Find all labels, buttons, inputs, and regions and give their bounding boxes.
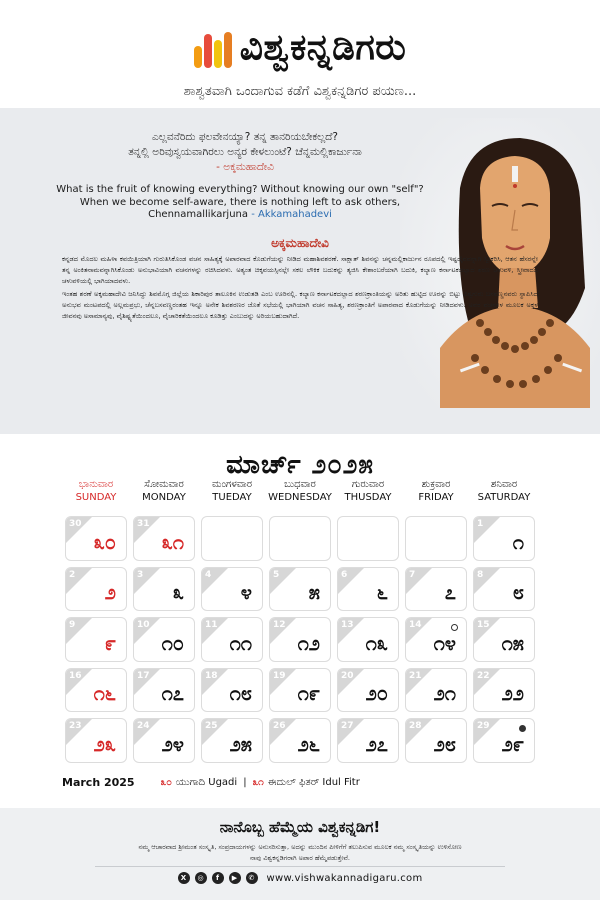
weekday-tuesday (198, 478, 266, 504)
calendar-day-cell[interactable] (337, 567, 399, 612)
english-date: 19 (273, 670, 286, 681)
calendar-day-cell[interactable] (473, 617, 535, 662)
kannada-date: ೨೬ (297, 731, 320, 756)
kannada-date: ೧೩ (365, 630, 388, 655)
calendar-day-cell[interactable] (473, 567, 535, 612)
english-date: 4 (205, 569, 212, 580)
english-date: 3 (137, 569, 144, 580)
calendar-empty-cell (269, 516, 331, 561)
tagline: ಶಾಶ್ವತವಾಗಿ ಒಂದಾಗುವ ಕಡೆಗೆ ವಿಶ್ವಕನ್ನಡಿಗರ ಪಯಣ... (183, 84, 417, 99)
weekday-label-kannada: ಗುರುವಾರ (351, 479, 385, 490)
full-moon-icon (451, 624, 458, 631)
calendar-empty-cell (201, 516, 263, 561)
weekday-wednesday (266, 478, 334, 504)
quote-kannada-line2: ತನ್ನಲ್ಲಿ ಅರಿವುಸ್ವಯವಾಗಿರಲು ಅನ್ಯರ ಕೇಳಲುಂಟೆ? ಚೆನ್ನಮಲ್ಲಿಕಾರ್ಜುನಾ (128, 146, 362, 158)
calendar-empty-cell (337, 516, 399, 561)
whatsapp-icon[interactable]: ✆ (246, 872, 258, 884)
english-date: 11 (205, 620, 218, 630)
weekday-label-english: THUSDAY (344, 492, 392, 503)
calendar-day-cell[interactable] (201, 567, 263, 612)
english-date: 20 (341, 670, 354, 681)
legend-holiday-date: ೩೧ (252, 777, 264, 788)
english-date: 7 (409, 569, 416, 580)
quote-english-line2: When we become self-aware, there is nothing left to ask others, (79, 196, 401, 208)
quote-section (0, 108, 600, 434)
weekday-label-english: MONDAY (142, 492, 186, 503)
kannada-date: ೯ (104, 630, 116, 655)
calendar-day-cell[interactable] (133, 668, 195, 713)
legend-holiday-label: ಯುಗಾದಿ Ugadi (175, 777, 238, 788)
kannada-date: ೧೫ (501, 630, 524, 655)
calendar-day-cell[interactable] (65, 668, 127, 713)
calendar-day-cell[interactable] (133, 718, 195, 763)
kannada-date: ೨೫ (229, 731, 252, 756)
kannada-date: ೧೯ (297, 681, 320, 705)
english-date: 2 (69, 569, 76, 580)
kannada-date: ೧೧ (229, 630, 252, 655)
kannada-date: ೩೦ (93, 529, 116, 554)
english-date: 8 (477, 569, 484, 580)
logo-mark-icon (194, 26, 234, 70)
english-date: 21 (409, 670, 422, 681)
kannada-date: ೧೪ (433, 630, 456, 655)
weekday-label-english: WEDNESDAY (268, 492, 332, 503)
english-date: 10 (137, 620, 150, 630)
kannada-date: ೨೧ (433, 681, 456, 705)
calendar-day-cell[interactable] (473, 516, 535, 561)
calendar-day-cell[interactable] (269, 668, 331, 713)
calendar-day-cell[interactable] (405, 718, 467, 763)
weekday-header (62, 478, 538, 504)
bio-paragraph-1: ಕನ್ನಡದ ಮೊದಲ ಮಹಿಳಾ ಕವಯಿತ್ರಿಯಾಗಿ ಗುರುತಿಸಿಕೊಂಡ ವಚನ ಸಾಹಿತ್ಯಕ್ಕೆ ಅಪಾರವಾದ ಕೊಡುಗೆಯನ್ನು ನೀಡಿದ ಮಹಾಶಿವಶರಣೆ. ಸಾಕ್ಷಾತ್ ಶಿವನನ್ನು ಚನ್ನಮಲ್ಲಿಕಾರ್ಜುನ ರೂಪದಲ್ಲಿ ಇಷ್ಟದೈವವನ್ನಾಗಿ ಸ್ವೀಕರಿಸಿ, ಆತನ ಹೆಸರನ್ನೇ ತನ್ನ ಅಂಕಿತನಾಮವನ್ನಾಗಿಸಿಕೊಂಡು ಅನುಭಾವಿಯಾಗಿ ವಚನಗಳನ್ನು ರಚಿಸಿದವಳು. ಅತ್ಯಂತ ಚಿಕ್ಕವಯಸ್ಸಿನಲ್ಲೇ ಸಕಲ ಲೌಕಿಕ ಬದುಕನ್ನು ತ್ಯಜಿಸಿ ಕೇಶಾಂಬರೆಯಾಗಿ ಬದುಕಿ, ಕಲ್ಯಾಣ ಕರ್ನಾಟಕದಲ್ಲಾದ ಶರಣ ಚಳುವಳಿ, ಸ್ತ್ರೀವಾದದ ಚಳುವಳಿಯಲ್ಲಿ ಭಾಗಿಯಾದವಳು. (62, 255, 538, 285)
calendar-day-cell[interactable] (405, 617, 467, 662)
kannada-date: ೧ (512, 529, 524, 554)
kannada-date: ೮ (512, 580, 524, 604)
english-date: 24 (137, 721, 150, 731)
weekday-label-kannada: ಬುಧವಾರ (284, 479, 316, 490)
calendar-day-cell[interactable] (65, 567, 127, 612)
english-date: 28 (409, 721, 422, 731)
calendar-day-cell[interactable] (65, 516, 127, 561)
kannada-date: ೨೦ (365, 681, 388, 705)
weekday-monday (130, 478, 198, 504)
instagram-icon[interactable]: ◎ (195, 872, 207, 884)
english-date: 13 (341, 620, 354, 630)
weekday-saturday (470, 478, 538, 504)
kannada-date: ೧೦ (161, 630, 184, 655)
logo (0, 26, 600, 70)
english-date: 15 (477, 620, 490, 630)
weekday-sunday (62, 478, 130, 504)
calendar-day-cell[interactable] (269, 617, 331, 662)
weekday-thursday (334, 478, 402, 504)
quote-english (50, 184, 430, 222)
footer-text (90, 842, 510, 864)
calendar-day-cell[interactable] (201, 668, 263, 713)
calendar-day-cell[interactable] (65, 617, 127, 662)
quote-kannada-author: - ಅಕ್ಕಮಹಾದೇವಿ (216, 161, 274, 173)
english-date: 23 (69, 721, 82, 731)
english-date: 26 (273, 721, 286, 731)
weekday-label-english: SUNDAY (75, 492, 117, 503)
header (0, 0, 600, 108)
social-links (0, 872, 600, 884)
legend-separator: | (243, 777, 247, 788)
calendar-day-cell[interactable] (201, 718, 263, 763)
english-date: 25 (205, 721, 218, 731)
english-date: 29 (477, 721, 490, 731)
english-date: 6 (341, 569, 348, 580)
english-date: 9 (69, 620, 76, 630)
calendar-day-cell[interactable] (133, 567, 195, 612)
x-icon[interactable]: X (178, 872, 190, 884)
english-date: 22 (477, 670, 490, 681)
kannada-date: ೪ (240, 580, 252, 604)
english-date: 30 (69, 519, 82, 529)
weekday-friday (402, 478, 470, 504)
kannada-date: ೧೬ (93, 681, 116, 705)
calendar-day-cell[interactable] (337, 718, 399, 763)
english-date: 1 (477, 519, 484, 529)
legend-month: March 2025 (62, 776, 135, 789)
weekday-label-kannada: ಶುಕ್ರವಾರ (421, 479, 451, 490)
english-date: 5 (273, 569, 280, 580)
facebook-icon[interactable]: f (212, 872, 224, 884)
calendar-day-cell[interactable] (201, 617, 263, 662)
kannada-date: ೧೭ (161, 681, 184, 705)
kannada-date: ೧೮ (229, 681, 252, 705)
weekday-label-english: TUEDAY (212, 492, 252, 503)
weekday-label-kannada: ಭಾನುವಾರ (78, 479, 114, 490)
english-date: 18 (205, 670, 218, 681)
calendar-day-cell[interactable] (405, 567, 467, 612)
english-date: 31 (137, 519, 150, 529)
quote-english-author: - Akkamahadevi (251, 209, 332, 220)
weekday-label-kannada: ಶನಿವಾರ (490, 479, 518, 490)
new-moon-icon (519, 725, 526, 732)
calendar-day-cell[interactable] (269, 567, 331, 612)
bio-title: ಅಕ್ಕಮಹಾದೇವಿ (271, 236, 329, 250)
footer-divider (95, 866, 505, 867)
bio-text (62, 254, 538, 324)
english-date: 16 (69, 670, 82, 681)
english-date: 27 (341, 721, 354, 731)
calendar-day-cell[interactable] (337, 668, 399, 713)
calendar-day-cell[interactable] (269, 718, 331, 763)
calendar-day-cell[interactable] (473, 668, 535, 713)
english-date: 17 (137, 670, 150, 681)
weekday-label-english: FRIDAY (418, 492, 454, 503)
footer-title: ನಾನೊಬ್ಬ ಹೆಮ್ಮೆಯ ವಿಶ್ವಕನ್ನಡಿಗ! (219, 818, 381, 836)
kannada-date: ೧೨ (297, 630, 320, 655)
calendar-day-cell[interactable] (133, 516, 195, 561)
kannada-date: ೬ (376, 580, 388, 604)
kannada-date: ೨೩ (93, 731, 116, 756)
quote-kannada (60, 130, 430, 175)
weekday-label-kannada: ಮಂಗಳವಾರ (211, 479, 253, 490)
calendar-day-cell[interactable] (473, 718, 535, 763)
weekday-label-english: SATURDAY (477, 492, 531, 503)
calendar-day-cell[interactable] (337, 617, 399, 662)
quote-kannada-line1: ಎಲ್ಲವನೆರಿದು ಫಲವೇನಯ್ಯಾ? ತನ್ನ ತಾನರಿಯಬೇಕಲ್ಲದೆ? (152, 131, 338, 143)
calendar-grid (62, 513, 538, 766)
bio-paragraph-2: ಇಂತಹ ಶರಣೆ ಅಕ್ಕಮಹಾದೇವಿ ಜನಿಸಿದ್ದು ಶಿವಮೊಗ್ಗ ಜಿಲ್ಲೆಯ ಶಿಕಾರಿಪುರ ತಾಲೂಕಿನ ಉಡುತಡಿ ಎಂಬ ಊರಿನಲ್ಲಿ. ಕಲ್ಯಾಣ ಕರ್ನಾಟಕದಲ್ಲಾದ ಶರಣಕ್ರಾಂತಿಯನ್ನು ಅರಿತು ಹುಟ್ಟಿದ ಊರನ್ನು ಬಿಟ್ಟು ವಿಶ್ವಗುರು ಬಸವಣ್ಣನವರು ಸ್ಥಾಪಿಸಿದ ಅನುಭವ ಮಂಟಪದಲ್ಲಿ ಅಲ್ಲಮಪ್ರಭು, ಚೆನ್ನಬಸವಣ್ಣರಂತಹ ಇನ್ನೂ ಅನೇಕ ಶಿವಶರಣರ ಜೊತೆ ಸಭೆಯಲ್ಲಿ ಭಾಗಿಯಾಗಿ ವಚನ ಸಾಹಿತ್ಯ, ಶರಣಕ್ರಾಂತಿಗೆ ಅಪಾರವಾದ ಕೊಡುಗೆಯನ್ನು ನೀಡಿದವಳು. ಅವರ ವಚನಗಳ ಮೂಲಕ ಅಕ್ಕಳ ಜೀವನವು ಅಸಾಮಾನ್ಯವು, ವೈಶಿಷ್ಟ್ಯತೆಯಿಂದಲೂ, ವೈಚಾರಿಕತೆಯಿಂದಲೂ ಕೂಡಿತ್ತು ಎಂಬುದನ್ನು ಅರಿಯಬಹುದಾಗಿದೆ. (62, 290, 539, 320)
quote-english-line3-wrap (50, 209, 430, 222)
quote-english-line3: Chennamallikarjuna (148, 209, 249, 220)
footer-text-line2: ನಾವು ವಿಶ್ವಕನ್ನಡಿಗರಾಗಿ ಅಪಾರ ಹೆಮ್ಮೆಪಡುತ್ತೇವೆ. (250, 854, 350, 862)
legend-holiday-date: ೩೦ (160, 777, 172, 788)
kannada-date: ೨೪ (161, 731, 184, 756)
english-date: 14 (409, 620, 422, 630)
website-link[interactable]: www.vishwakannadigaru.com (266, 872, 423, 884)
youtube-icon[interactable]: ▶ (229, 872, 241, 884)
calendar-day-cell[interactable] (65, 718, 127, 763)
holiday-legend (62, 776, 538, 789)
logo-text: ವಿಶ್ವಕನ್ನಡಿಗರು (239, 27, 407, 68)
weekday-label-kannada: ಸೋಮವಾರ (144, 479, 184, 490)
footer-text-line1: ನಮ್ಮ ಆಚಾರವಾದ ಶ್ರೀಮಂತ ಸಂಸ್ಕೃತಿ, ಸಂಪ್ರದಾಯಗಳನ್ನು ಅನುಸರಿಸುತ್ತಾ, ಅದನ್ನು ಮುಂದಿನ ಪೀಳಿಗೆಗೆ ತಲುಪಿಸುವ ಮೂಲಕ ನಮ್ಮ ಸಂಸ್ಕೃತಿಯನ್ನು ಉಳಿಸೋಣ (138, 843, 462, 851)
kannada-date: ೨೮ (433, 731, 456, 756)
calendar-empty-cell (405, 516, 467, 561)
legend-holiday-label: ಈದುಲ್ ಫಿತರ್ Idul Fitr (267, 777, 360, 788)
footer (0, 808, 600, 900)
month-title: ಮಾರ್ಚ್ ೨೦೨೫ (226, 450, 374, 480)
kannada-date: ೨೯ (501, 731, 524, 756)
calendar-day-cell[interactable] (133, 617, 195, 662)
kannada-date: ೨೨ (501, 681, 524, 705)
kannada-date: ೩೧ (161, 529, 184, 554)
english-date: 12 (273, 620, 286, 630)
kannada-date: ೫ (308, 580, 320, 604)
kannada-date: ೩ (172, 580, 184, 604)
kannada-date: ೭ (444, 580, 456, 604)
kannada-date: ೨ (104, 580, 116, 604)
quote-english-line1: What is the fruit of knowing everything? Without knowing our own "self"? (56, 184, 424, 195)
kannada-date: ೨೭ (365, 731, 388, 756)
calendar-day-cell[interactable] (405, 668, 467, 713)
